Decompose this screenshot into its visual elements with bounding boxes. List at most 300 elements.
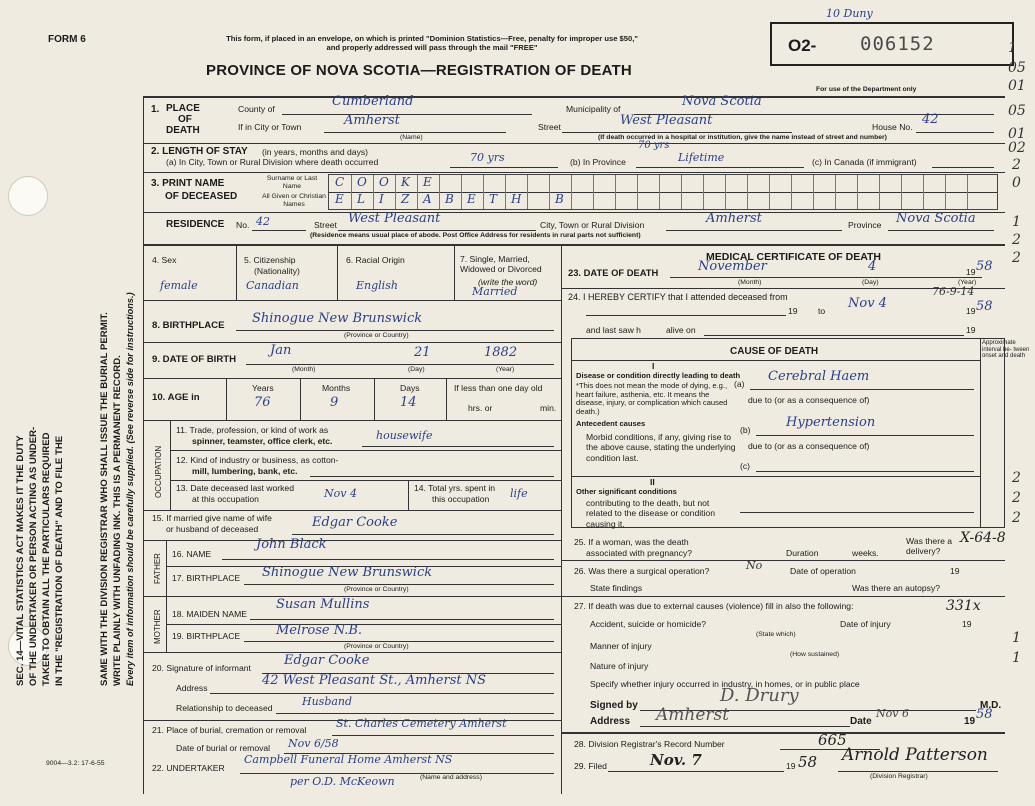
other-sub: contributing to the death, but not related to the disease or condition causing it.	[586, 498, 715, 529]
certify-to-value: Nov 4	[848, 296, 887, 311]
filed-year-prefix: 19	[786, 761, 796, 771]
side-text-6: WRITE PLAINLY WITH UNFADING INK. THIS IS A PERMANENT RECORD.	[112, 355, 123, 686]
div-row4	[143, 300, 561, 301]
medical-title: MEDICAL CERTIFICATE OF DEATH	[706, 251, 881, 263]
serial-number: 006152	[860, 33, 935, 55]
trade-value: housewife	[376, 429, 433, 442]
div-row12	[170, 480, 561, 481]
name-grid-divider	[615, 175, 616, 209]
side-text-5: SAME WITH THE DIVISION REGISTRAR WHO SHALL ISSUE THE BURIAL PERMIT.	[99, 312, 110, 686]
age-min: min.	[540, 403, 557, 413]
injury-year: 19	[962, 619, 972, 629]
side-text-3: TAKER TO OBTAIN ALL THE PARTICULARS REQUIRED	[41, 432, 52, 686]
undertaker-line	[240, 773, 554, 774]
signed-label: Signed by	[590, 700, 638, 711]
cause-c-line	[756, 471, 974, 472]
name-grid-divider	[703, 175, 704, 209]
surname-letter: C	[335, 175, 345, 189]
certify-from-prefix: 19	[788, 306, 798, 316]
external-label: 27. If death was due to external causes (violence) fill in also the following:	[574, 601, 854, 611]
occ-div	[170, 420, 171, 510]
father-vertical: FATHER	[153, 553, 162, 584]
death-date-month: November	[698, 259, 767, 274]
mother-name-line	[250, 619, 554, 620]
city-label: If in City or Town	[238, 122, 302, 132]
last-worked-label: 13. Date deceased last worked	[176, 483, 294, 493]
div-signed	[561, 732, 1005, 734]
spouse-value: Edgar Cooke	[312, 515, 398, 530]
dob-year-caption: (Year)	[496, 366, 515, 373]
name-grid-divider	[747, 175, 748, 209]
total-years-value: life	[510, 487, 528, 500]
row4-div2	[337, 244, 338, 300]
external-note: 331x	[946, 598, 981, 614]
age-div2	[374, 378, 375, 420]
div-row10	[143, 420, 561, 421]
side-text-1: SEC. 14—VITAL STATISTICS ACT MAKES IT THE DUTY	[15, 435, 26, 686]
margin-code: 02	[1008, 140, 1026, 156]
s1-death: DEATH	[166, 125, 200, 136]
name-grid-divider	[659, 175, 660, 209]
margin-code: 1	[1012, 214, 1021, 230]
div-26	[561, 596, 1005, 597]
informant-value: Edgar Cooke	[284, 653, 370, 668]
dob-year: 1882	[484, 345, 518, 360]
birthplace-caption: (Province or Country)	[344, 332, 409, 339]
manner-label: Manner of injury	[590, 641, 652, 651]
mother-birthplace-line	[244, 641, 554, 642]
alive-line	[704, 335, 964, 336]
s3-label-b: OF DECEASED	[165, 191, 238, 202]
given-letter: A	[423, 192, 432, 206]
name-grid-divider	[945, 175, 946, 209]
res-street-line	[338, 230, 536, 231]
s2-b-value: Lifetime	[678, 151, 725, 164]
name-grid-divider	[373, 175, 374, 209]
death-date-label: 23. DATE OF DEATH	[568, 267, 659, 278]
margin-code: 2	[1012, 157, 1021, 173]
father-name-line	[222, 559, 554, 560]
div-row18	[166, 624, 561, 625]
antecedent-label: Antecedent causes	[576, 419, 646, 428]
res-no-line	[252, 230, 306, 231]
filed-line	[608, 771, 784, 772]
due-a: due to (or as a consequence of)	[748, 395, 870, 405]
operation-year: 19	[950, 566, 960, 576]
dob-day-caption: (Day)	[408, 366, 425, 373]
father-birthplace-value: Shinogue New Brunswick	[262, 565, 433, 580]
residence-province-label: Province	[848, 220, 882, 230]
md-date-year: 19	[964, 716, 976, 727]
house-label: House No.	[872, 122, 913, 132]
name-grid-divider	[901, 175, 902, 209]
mother-birthplace-value: Melrose N.B.	[276, 623, 363, 638]
name-grid-divider	[835, 175, 836, 209]
burial-place-line	[332, 735, 554, 736]
div-row13	[143, 510, 561, 511]
cause-title: CAUSE OF DEATH	[730, 346, 819, 357]
citizenship-label: 5. Citizenship	[244, 255, 296, 265]
street-line	[562, 132, 792, 133]
death-date-year: 58	[976, 259, 993, 274]
div-s2-s3	[143, 172, 1005, 173]
occupation-vertical: OCCUPATION	[154, 445, 163, 498]
name-grid-divider	[637, 175, 638, 209]
residence-note: (Residence means usual place of abode. Post Office Address for residents in rural parts not sufficient)	[310, 232, 641, 239]
spouse-line	[292, 534, 554, 535]
undertaker-label: 22. UNDERTAKER	[152, 763, 225, 773]
residence-no-value: 42	[256, 215, 270, 228]
woman-label: 25. If a woman, was the death	[574, 537, 689, 547]
div-s3-res	[143, 212, 1005, 213]
md-date-label: Date	[850, 716, 872, 727]
residence-street-label: Street	[314, 220, 337, 230]
death-date-day: 4	[868, 259, 877, 274]
state-caption: (State which)	[756, 631, 796, 638]
injury-date-label: Date of injury	[840, 619, 891, 629]
last-worked-value: Nov 4	[324, 487, 357, 500]
given-letter: B	[445, 192, 454, 206]
findings-label: State findings	[590, 583, 643, 593]
div-row8	[143, 342, 561, 343]
occ-div-13-14	[408, 480, 409, 510]
name-grid-divider	[681, 175, 682, 209]
city-value: Amherst	[344, 113, 400, 128]
industry-line	[310, 476, 554, 477]
registrar-value: Arnold Patterson	[842, 745, 988, 765]
surgery-label: 26. Was there a surgical operation?	[574, 566, 710, 576]
md-date-year-value: 58	[976, 707, 993, 722]
undertaker-extra: per O.D. McKeown	[290, 775, 395, 788]
s2-b-label: (b) In Province	[570, 157, 626, 167]
immediate-sub: *This does not mean the mode of dying, e.g., heart failure, asthenia, etc. It means the disease, injury, or complication which caused death.)	[576, 381, 728, 417]
div-row9	[143, 378, 561, 379]
accident-label: Accident, suicide or homicide?	[590, 619, 707, 629]
div-row11	[170, 450, 561, 451]
how-caption: (How sustained)	[790, 651, 840, 658]
name-grid-divider	[813, 175, 814, 209]
name-grid-divider	[351, 175, 352, 209]
interval-label: Approximate interval be- tween onset and death	[982, 340, 1030, 360]
undertaker-value: Campbell Funeral Home Amherst NS	[244, 753, 453, 766]
street-label: Street	[538, 122, 561, 132]
given-letter: L	[357, 192, 365, 206]
last-worked-sub: at this occupation	[192, 494, 259, 504]
woman-sub: associated with pregnancy?	[586, 548, 693, 558]
nature-label: Nature of injury	[590, 661, 649, 671]
informant-address-value: 42 West Pleasant St., Amherst NS	[262, 673, 487, 688]
mother-province-caption: (Province or Country)	[344, 643, 409, 650]
mother-birthplace-label: 19. BIRTHPLACE	[172, 631, 241, 641]
name-grid-divider	[461, 175, 462, 209]
residence-label: RESIDENCE	[166, 219, 225, 230]
s2-c-line	[932, 167, 994, 168]
div-s1-s2	[143, 143, 1005, 144]
dob-month: Jan	[270, 343, 292, 358]
age-label: 10. AGE in	[152, 392, 200, 403]
md-address-value: Amherst	[656, 705, 730, 725]
marital-label: 7. Single, Married, Widowed or Divorced	[460, 254, 542, 275]
father-name-value: John Black	[256, 537, 327, 552]
res-city-line	[666, 230, 842, 231]
given-letter: Z	[401, 192, 410, 206]
trade-line	[362, 446, 554, 447]
informant-address-label: Address	[176, 683, 208, 693]
racial-value: English	[356, 279, 398, 292]
birthplace-label: 8. BIRTHPLACE	[152, 320, 225, 331]
death-date-year-prefix: 19	[966, 267, 976, 277]
mother-name-value: Susan Mullins	[276, 597, 370, 612]
mother-vertical: MOTHER	[153, 609, 162, 644]
certify-label: 24. I HEREBY CERTIFY that I attended deceased from	[568, 292, 788, 302]
residence-city-value: Amherst	[706, 211, 762, 226]
age-days-value: 14	[400, 395, 417, 410]
other-line-1	[740, 512, 974, 513]
div-25	[561, 560, 1005, 561]
racial-label: 6. Racial Origin	[346, 255, 405, 265]
citizenship-sub: (Nationality)	[254, 266, 300, 276]
name-grid-divider	[857, 175, 858, 209]
weeks-label: weeks.	[852, 548, 879, 558]
cause-a-line	[750, 389, 974, 390]
margin-code: 1	[1012, 630, 1021, 646]
mother-name-label: 18. MAIDEN NAME	[172, 609, 247, 619]
certify-year-value: 58	[976, 299, 993, 314]
name-grid-divider	[791, 175, 792, 209]
where-label: Specify whether injury occurred in industry, in homes, or in public place	[590, 679, 860, 689]
residence-province-value: Nova Scotia	[896, 211, 976, 226]
certify-from-line	[586, 315, 786, 316]
municipality-label: Municipality of	[566, 104, 621, 114]
age-months-value: 9	[330, 395, 339, 410]
name-grid-divider	[879, 175, 880, 209]
sex-label: 4. Sex	[152, 255, 177, 265]
margin-code: 01	[1008, 78, 1026, 94]
div-row15	[143, 540, 561, 541]
registrar-line	[838, 771, 998, 772]
surname-letter: K	[401, 175, 410, 189]
name-grid-divider	[483, 175, 484, 209]
county-label: County of	[238, 104, 275, 114]
surname-letter: E	[423, 175, 432, 189]
death-month-caption: (Month)	[738, 279, 762, 286]
duration-label: Duration	[786, 548, 819, 558]
age-years-label: Years	[252, 383, 274, 393]
s1-of: OF	[178, 114, 192, 125]
father-province-caption: (Province or Country)	[344, 586, 409, 593]
margin-code: 2	[1012, 470, 1021, 486]
residence-city-label: City, Town or Rural Division	[540, 220, 645, 230]
name-grid-divider	[923, 175, 924, 209]
margin-code: 2	[1012, 510, 1021, 526]
margin-code: 2	[1012, 250, 1021, 266]
given-letter: T	[489, 192, 498, 206]
signed-value: D. Drury	[720, 685, 799, 706]
certify-year: 19	[966, 306, 976, 316]
municipality-value: Nova Scotia	[682, 94, 762, 109]
spouse-sub: or husband of deceased	[166, 524, 259, 534]
serial-note: 10 Duny	[826, 7, 873, 20]
certify-note: 76-9-14	[932, 285, 975, 298]
surname-letter: O	[357, 175, 367, 189]
trade-label: 11. Trade, profession, or kind of work as	[176, 425, 329, 435]
city-name-caption: (Name)	[400, 134, 423, 141]
undertaker-caption: (Name and address)	[420, 774, 482, 781]
registrar-caption: (Division Registrar)	[870, 773, 928, 780]
death-day-caption: (Day)	[862, 279, 879, 286]
cause-b-line	[756, 435, 974, 436]
burial-place-value: St. Charles Cemetery Amherst	[336, 717, 507, 730]
side-text-2: OF THE UNDERTAKER OR PERSON ACTING AS UNDER-	[28, 426, 39, 686]
last-saw-label: and last saw h	[586, 325, 641, 335]
part-one: I	[652, 361, 655, 371]
dob-line	[246, 364, 554, 365]
s2-a-line	[450, 167, 558, 168]
s2-a-value: 70 yrs	[470, 151, 505, 164]
age-days-label: Days	[400, 383, 420, 393]
cause-title-line	[571, 360, 980, 361]
margin-code: 1	[1012, 650, 1021, 666]
alive-label: alive on	[666, 325, 696, 335]
record-value: 665	[818, 731, 847, 749]
name-grid-divider	[417, 175, 418, 209]
cause-a-value: Cerebral Haem	[768, 369, 870, 384]
given-letter: H	[511, 192, 522, 206]
trade-sub: spinner, teamster, office clerk, etc.	[192, 436, 333, 446]
s2-c-label: (c) In Canada (if immigrant)	[812, 157, 917, 167]
margin-code: 0	[1012, 175, 1021, 191]
certify-to-label: to	[818, 306, 826, 316]
city-line	[324, 132, 506, 133]
given-letter: E	[467, 192, 476, 206]
form-title: PROVINCE OF NOVA SCOTIA—REGISTRATION OF DEATH	[206, 62, 632, 79]
other-label: Other significant conditions	[576, 487, 677, 496]
s2-a-label: (a) In City, Town or Rural Division where death occurred	[166, 157, 379, 167]
serial-box	[770, 22, 1014, 66]
name-grid-divider	[725, 175, 726, 209]
birthplace-value: Shinogue New Brunswick	[252, 311, 423, 326]
spouse-label: 15. If married give name of wife	[152, 513, 272, 523]
name-grid-divider	[549, 175, 550, 209]
margin-code: 1	[1008, 40, 1017, 56]
cause-b-value: Hypertension	[786, 415, 876, 430]
delivery-note: X-64-8	[960, 530, 1006, 546]
name-grid-divider	[593, 175, 594, 209]
house-line	[916, 132, 994, 133]
burial-place-label: 21. Place of burial, cremation or removal	[152, 725, 307, 735]
relationship-line	[276, 713, 554, 714]
filed-label: 29. Filed	[574, 761, 607, 771]
margin-code: 05	[1008, 60, 1026, 76]
death-year-caption: (Year)	[958, 279, 977, 286]
relationship-label: Relationship to deceased	[176, 703, 273, 713]
county-value: Cumberland	[332, 94, 414, 109]
cause-a-label: (a)	[734, 379, 745, 389]
footer-code: 9004—3.2: 17-6-55	[46, 760, 105, 767]
s2-label: 2. LENGTH OF STAY	[151, 146, 248, 157]
s2-b-line	[636, 167, 804, 168]
marital-value: Married	[472, 285, 518, 298]
informant-address-line	[210, 693, 554, 694]
immediate-label: Disease or condition directly leading to death	[576, 371, 741, 380]
name-grid-divider	[395, 175, 396, 209]
burial-date-value: Nov 6/58	[288, 737, 339, 750]
citizenship-value: Canadian	[246, 279, 299, 292]
dob-month-caption: (Month)	[292, 366, 316, 373]
margin-code: 05	[1008, 103, 1026, 119]
given-caption: All Given or Christian Names	[262, 193, 326, 208]
md-label: M.D.	[980, 700, 1002, 711]
age-months-label: Months	[322, 383, 351, 393]
death-date-line	[670, 277, 982, 278]
father-div	[166, 540, 167, 596]
md-address-label: Address	[590, 716, 631, 727]
given-letter: I	[379, 192, 384, 206]
residence-street-value: West Pleasant	[348, 211, 441, 226]
s1-place: PLACE	[166, 103, 200, 114]
street-value: West Pleasant	[620, 113, 713, 128]
side-text-4: IN THE "REGISTRATION OF DEATH" AND TO FILE THE	[54, 435, 65, 686]
industry-label: 12. Kind of industry or business, as cotton-	[176, 455, 339, 465]
house-value: 42	[922, 112, 939, 127]
father-birthplace-label: 17. BIRTHPLACE	[172, 573, 241, 583]
s1-num: 1.	[151, 104, 160, 115]
cause-b-label: (b)	[740, 425, 751, 435]
father-birthplace-line	[244, 584, 554, 585]
name-grid-divider	[439, 175, 440, 209]
side-text-7: Every item of information should be carefully supplied. (See reverse side for instructions.)	[125, 292, 135, 686]
cause-c-label: (c)	[740, 461, 751, 471]
frame-top	[143, 96, 1005, 98]
residence-no-label: No.	[236, 220, 250, 230]
md-address-line	[640, 726, 850, 727]
surname-caption: Surname or Last Name	[266, 175, 318, 190]
row4-div3	[454, 244, 455, 300]
s2-sub: (in years, months and days)	[262, 147, 369, 157]
burial-date-label: Date of burial or removal	[176, 743, 271, 753]
autopsy-label: Was there an autopsy?	[852, 583, 941, 593]
delivery-label: Was there a delivery?	[906, 536, 953, 557]
res-prov-line	[888, 230, 994, 231]
given-letter: E	[335, 192, 344, 206]
name-grid-divider	[505, 175, 506, 209]
age-div0	[226, 378, 227, 420]
cause-part-two-line	[571, 476, 980, 477]
s3-label-a: 3. PRINT NAME	[151, 178, 225, 189]
hospital-note: (If death occurred in a hospital or institution, give the name instead of street and number)	[598, 134, 887, 141]
frame-left	[143, 96, 144, 794]
operation-date-label: Date of operation	[790, 566, 856, 576]
total-years-label: 14. Total yrs. spent in	[414, 483, 496, 493]
surgery-value: No	[746, 559, 763, 572]
age-years-value: 76	[254, 395, 271, 410]
dept-note: For use of the Department only	[816, 86, 917, 93]
name-grid-divider	[967, 175, 968, 209]
industry-sub: mill, lumbering, bank, etc.	[192, 466, 298, 476]
dob-day: 21	[414, 345, 431, 360]
informant-label: 20. Signature of informant	[152, 663, 251, 673]
name-grid-divider	[527, 175, 528, 209]
margin-code: 2	[1012, 490, 1021, 506]
serial-prefix: O2-	[788, 36, 817, 55]
name-letter-grid	[328, 174, 998, 210]
margin-code: 01	[1008, 126, 1026, 142]
age-div1	[300, 378, 301, 420]
part-two: II	[650, 477, 655, 487]
total-years-sub: this occupation	[432, 494, 490, 504]
surname-letter: O	[379, 175, 389, 189]
div-res-body	[143, 244, 1005, 246]
